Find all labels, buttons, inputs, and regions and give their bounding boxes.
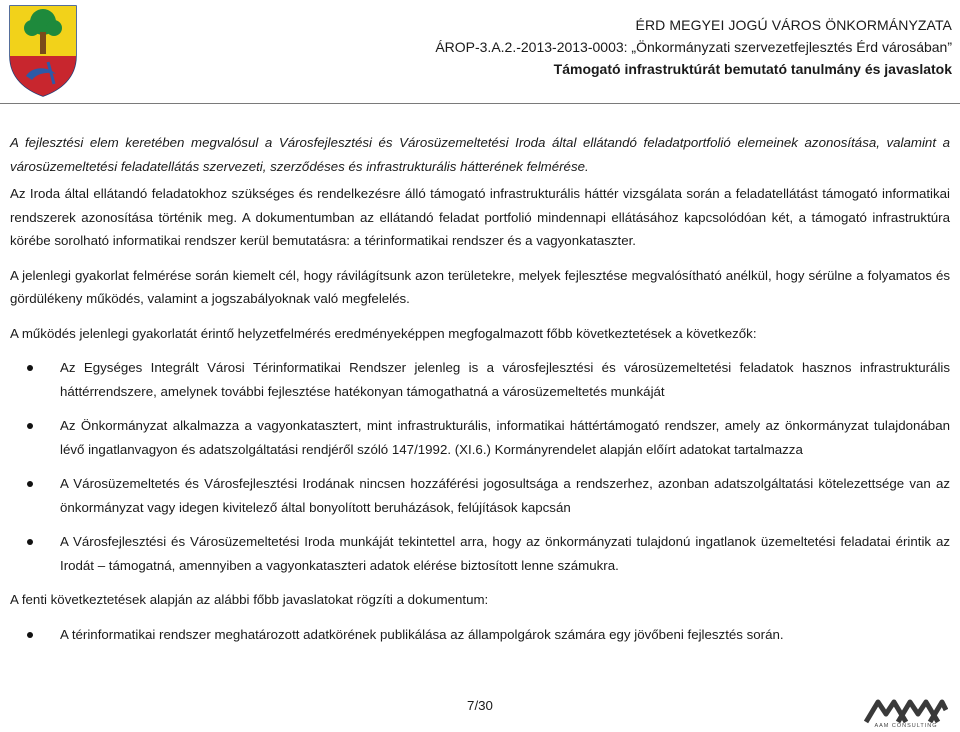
bullet-icon: [27, 481, 33, 487]
header-divider: [0, 103, 960, 104]
paragraph-2: Az Iroda által ellátandó feladatokhoz szükséges és rendelkezésre álló támogató infrastrukturális háttér vizsgálata során a feladatellátást támogató informatikai rendszerek azonosítása történik meg. A dokumentumban az ellátandó feladat portfolió mindennapi ellátásához kapcsolódóan két, a támogató infrastruktúra körébe sorolható informatikai rendszer kerül bemutatásra: a térinformatikai rendszer és a vagyonkataszter.: [10, 186, 950, 248]
list-item: A térinformatikai rendszer meghatározott adatkörének publikálása az állampolgárok számára egy jövőbeni fejlesztés során.: [10, 623, 950, 647]
document-body: [10, 131, 950, 657]
list-item: Az Önkormányzat alkalmazza a vagyonkatasztert, mint infrastrukturális, informatikai háttértámogató rendszer, amely az önkormányzat tulajdonában lévő ingatlanvagyon és adatszolgáltatási rendjéről szóló 147/1992. (XI.6.) Kormányrendelet alapján előírt adatokat tartalmazza: [10, 414, 950, 461]
logo-caption: AAM CONSULTING: [874, 723, 938, 729]
list-item: Az Egységes Integrált Városi Térinformatikai Rendszer jelenleg is a városfejlesztési és városüzemeltetési feladatok hasznos infrastrukturális háttérrendszere, amelynek további fejlesztése hatékonyan támogathatná a városüzemeltetés munkáját: [10, 356, 950, 403]
list-item: A Városfejlesztési és Városüzemeltetési Iroda munkáját tekintettel arra, hogy az önkormányzati tulajdonú ingatlanok üzemeltetési feladatai érintik az Irodát – támogatná, amennyiben a vagyonkataszteri adatok elérése biztosított lenne számukra.: [10, 530, 950, 577]
document-subtitle: Támogató infrastruktúrát bemutató tanulmány és javaslatok: [553, 61, 952, 77]
page-footer: [0, 690, 960, 732]
page-number: 7/30: [467, 698, 493, 713]
paragraph-3: A jelenlegi gyakorlat felmérése során kiemelt cél, hogy rávilágítsunk azon területekre, melyek fejlesztése megvalósítható anélkül, hogy sérülne a folyamatos és gördülékeny működés, valamint a jogszabályoknak való megfelelés.: [10, 267, 950, 306]
bullet-icon: [27, 539, 33, 545]
bullet-icon: [27, 423, 33, 429]
proposals-list: [10, 623, 950, 647]
list-item: A Városüzemeltetés és Városfejlesztési Irodának nincsen hozzáférési jogosultsága a rendszerhez, azonban adatszolgáltatási kötelezettsége van az önkormányzat vagy idegen kivitelező által bonyolított beruházások, felújítások kapcsán: [10, 472, 950, 519]
page-header: [0, 0, 960, 104]
project-title: ÁROP-3.A.2.-2013-2013-0003: „Önkormányzati szervezetfejlesztés Érd városában”: [435, 39, 952, 55]
bullet-icon: [27, 365, 33, 371]
paragraph-5: A fenti következtetések alapján az alábbi főbb javaslatokat rögzíti a dokumentum:: [10, 592, 489, 607]
organization-title: ÉRD MEGYEI JOGÚ VÁROS ÖNKORMÁNYZATA: [635, 17, 952, 33]
conclusions-list: [10, 356, 950, 577]
intro-paragraph: A fejlesztési elem keretében megvalósul a Városfejlesztési és Városüzemeltetési Iroda által ellátandó feladatportfolió elemeinek azonosítása, valamint a városüzemeltetési feladatellátás szervezeti, szerződéses és infrastrukturális hátterének felmérése.: [10, 135, 950, 174]
city-crest-icon: [8, 4, 78, 98]
bullet-icon: [27, 632, 33, 638]
paragraph-4: A működés jelenlegi gyakorlatát érintő helyzetfelmérés eredményeképpen megfogalmazott főbb következtetések a következők:: [10, 325, 757, 341]
